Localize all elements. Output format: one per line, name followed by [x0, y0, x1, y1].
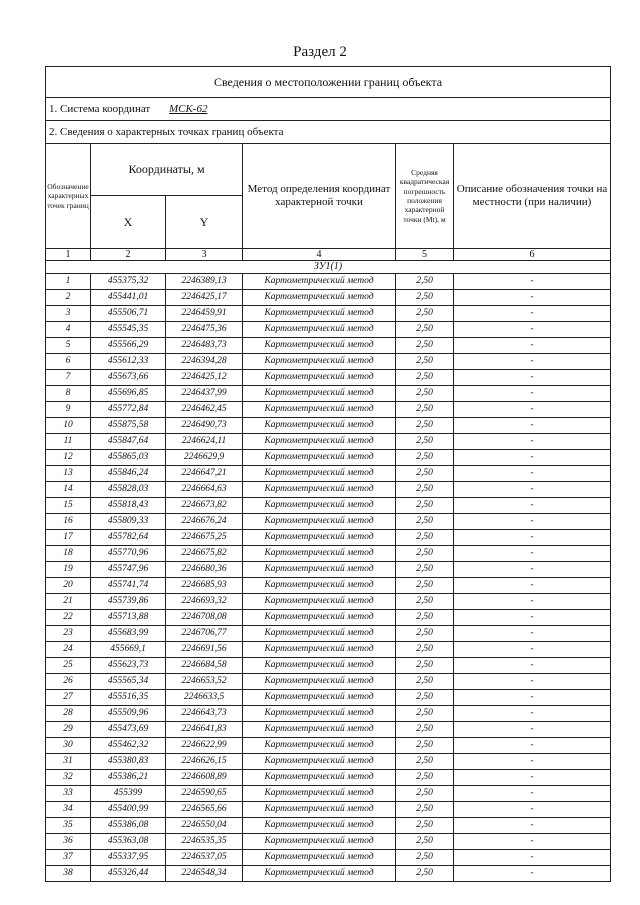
description-cell: - — [454, 498, 611, 514]
coord-y-cell: 2246483,73 — [166, 338, 243, 354]
method-cell: Картометрический метод — [243, 546, 396, 562]
coord-x-cell: 455363,08 — [91, 834, 166, 850]
coord-x-cell: 455386,21 — [91, 770, 166, 786]
description-cell: - — [454, 530, 611, 546]
point-number-cell: 10 — [46, 418, 91, 434]
accuracy-cell: 2,50 — [396, 434, 454, 450]
accuracy-cell: 2,50 — [396, 418, 454, 434]
coord-x-cell: 455545,35 — [91, 322, 166, 338]
coord-x-cell: 455696,85 — [91, 386, 166, 402]
table-row — [46, 594, 611, 610]
coord-system-cell — [46, 98, 611, 121]
coord-y-cell: 2246676,24 — [166, 514, 243, 530]
description-cell: - — [454, 626, 611, 642]
header-y: Y — [166, 196, 243, 249]
coord-x-cell: 455673,66 — [91, 370, 166, 386]
accuracy-cell: 2,50 — [396, 466, 454, 482]
coord-x-cell: 455375,32 — [91, 274, 166, 290]
point-number-cell: 21 — [46, 594, 91, 610]
coord-x-cell: 455565,34 — [91, 674, 166, 690]
table-row — [46, 786, 611, 802]
point-number-cell: 3 — [46, 306, 91, 322]
parcel-label: ЗУ1(1) — [46, 261, 611, 274]
accuracy-cell: 2,50 — [396, 578, 454, 594]
boundary-sheet — [45, 66, 610, 882]
coord-x-cell: 455462,32 — [91, 738, 166, 754]
table-row — [46, 770, 611, 786]
coord-x-cell: 455326,44 — [91, 866, 166, 882]
description-cell: - — [454, 754, 611, 770]
method-cell: Картометрический метод — [243, 434, 396, 450]
table-row — [46, 402, 611, 418]
coord-x-cell: 455399 — [91, 786, 166, 802]
accuracy-cell: 2,50 — [396, 322, 454, 338]
table-row — [46, 434, 611, 450]
coord-x-cell: 455741,74 — [91, 578, 166, 594]
coord-system-row — [46, 98, 611, 121]
description-cell: - — [454, 370, 611, 386]
accuracy-cell: 2,50 — [396, 498, 454, 514]
method-cell: Картометрический метод — [243, 594, 396, 610]
method-cell: Картометрический метод — [243, 386, 396, 402]
table-row — [46, 706, 611, 722]
accuracy-cell: 2,50 — [396, 754, 454, 770]
description-cell: - — [454, 594, 611, 610]
description-cell: - — [454, 818, 611, 834]
coord-x-cell: 455669,1 — [91, 642, 166, 658]
method-cell: Картометрический метод — [243, 754, 396, 770]
coord-y-cell: 2246633,5 — [166, 690, 243, 706]
coord-y-cell: 2246537,05 — [166, 850, 243, 866]
coord-x-cell: 455809,33 — [91, 514, 166, 530]
coord-y-cell: 2246673,82 — [166, 498, 243, 514]
table-row — [46, 738, 611, 754]
coord-x-cell: 455683,99 — [91, 626, 166, 642]
method-cell: Картометрический метод — [243, 290, 396, 306]
accuracy-cell: 2,50 — [396, 562, 454, 578]
description-cell: - — [454, 738, 611, 754]
section-title: Раздел 2 — [293, 44, 347, 60]
boundary-table-body — [46, 67, 611, 882]
method-cell: Картометрический метод — [243, 514, 396, 530]
method-cell: Картометрический метод — [243, 466, 396, 482]
points-heading: 2. Сведения о характерных точках границ объекта — [46, 121, 611, 144]
description-cell: - — [454, 338, 611, 354]
method-cell: Картометрический метод — [243, 450, 396, 466]
coord-y-cell: 2246459,91 — [166, 306, 243, 322]
accuracy-cell: 2,50 — [396, 770, 454, 786]
coord-x-cell: 455516,35 — [91, 690, 166, 706]
coord-y-cell: 2246535,35 — [166, 834, 243, 850]
coord-y-cell: 2246685,93 — [166, 578, 243, 594]
accuracy-cell: 2,50 — [396, 546, 454, 562]
point-number-cell: 14 — [46, 482, 91, 498]
coord-y-cell: 2246691,56 — [166, 642, 243, 658]
point-number-cell: 13 — [46, 466, 91, 482]
point-number-cell: 6 — [46, 354, 91, 370]
description-cell: - — [454, 290, 611, 306]
coord-y-cell: 2246647,21 — [166, 466, 243, 482]
coord-y-cell: 2246622,99 — [166, 738, 243, 754]
coord-x-cell: 455772,84 — [91, 402, 166, 418]
point-number-cell: 37 — [46, 850, 91, 866]
description-cell: - — [454, 834, 611, 850]
method-cell: Картометрический метод — [243, 354, 396, 370]
header-x: X — [91, 196, 166, 249]
point-number-cell: 23 — [46, 626, 91, 642]
table-row — [46, 498, 611, 514]
table-row — [46, 338, 611, 354]
coord-y-cell: 2246608,89 — [166, 770, 243, 786]
coord-y-cell: 2246565,66 — [166, 802, 243, 818]
coord-system-label: 1. Система координат — [49, 103, 151, 115]
description-cell: - — [454, 802, 611, 818]
method-cell: Картометрический метод — [243, 850, 396, 866]
coord-x-cell: 455441,01 — [91, 290, 166, 306]
method-cell: Картометрический метод — [243, 370, 396, 386]
coord-x-cell: 455386,08 — [91, 818, 166, 834]
banner-row — [46, 67, 611, 98]
point-number-cell: 27 — [46, 690, 91, 706]
table-row — [46, 642, 611, 658]
table-row — [46, 466, 611, 482]
coord-y-cell: 2246389,13 — [166, 274, 243, 290]
description-cell: - — [454, 610, 611, 626]
coord-x-cell: 455782,64 — [91, 530, 166, 546]
point-number-cell: 20 — [46, 578, 91, 594]
table-row — [46, 674, 611, 690]
description-cell: - — [454, 770, 611, 786]
accuracy-cell: 2,50 — [396, 626, 454, 642]
table-row — [46, 482, 611, 498]
point-number-cell: 19 — [46, 562, 91, 578]
accuracy-cell: 2,50 — [396, 530, 454, 546]
description-cell: - — [454, 482, 611, 498]
description-cell: - — [454, 722, 611, 738]
accuracy-cell: 2,50 — [396, 706, 454, 722]
table-row — [46, 418, 611, 434]
description-cell: - — [454, 418, 611, 434]
table-row — [46, 658, 611, 674]
coord-y-cell: 2246629,9 — [166, 450, 243, 466]
coord-x-cell: 455612,33 — [91, 354, 166, 370]
description-cell: - — [454, 578, 611, 594]
header-description: Описание обозначения точки на местности (при наличии) — [454, 144, 611, 249]
coord-x-cell: 455713,88 — [91, 610, 166, 626]
col-number-4: 4 — [243, 249, 396, 261]
accuracy-cell: 2,50 — [396, 850, 454, 866]
point-number-cell: 22 — [46, 610, 91, 626]
point-number-cell: 5 — [46, 338, 91, 354]
point-number-cell: 24 — [46, 642, 91, 658]
coord-y-cell: 2246626,15 — [166, 754, 243, 770]
coord-y-cell: 2246706,77 — [166, 626, 243, 642]
accuracy-cell: 2,50 — [396, 402, 454, 418]
points-heading-row — [46, 121, 611, 144]
accuracy-cell: 2,50 — [396, 802, 454, 818]
table-row — [46, 866, 611, 882]
parcel-row — [46, 261, 611, 274]
coord-y-cell: 2246394,28 — [166, 354, 243, 370]
column-numbers-row — [46, 249, 611, 261]
coord-y-cell: 2246425,12 — [166, 370, 243, 386]
point-number-cell: 25 — [46, 658, 91, 674]
description-cell: - — [454, 514, 611, 530]
point-number-cell: 12 — [46, 450, 91, 466]
point-number-cell: 15 — [46, 498, 91, 514]
method-cell: Картометрический метод — [243, 626, 396, 642]
description-cell: - — [454, 434, 611, 450]
table-row — [46, 546, 611, 562]
coord-y-cell: 2246437,99 — [166, 386, 243, 402]
header-row-1 — [46, 144, 611, 196]
accuracy-cell: 2,50 — [396, 306, 454, 322]
description-cell: - — [454, 450, 611, 466]
point-number-cell: 16 — [46, 514, 91, 530]
table-row — [46, 354, 611, 370]
coord-x-cell: 455509,96 — [91, 706, 166, 722]
point-number-cell: 18 — [46, 546, 91, 562]
description-cell: - — [454, 546, 611, 562]
accuracy-cell: 2,50 — [396, 338, 454, 354]
coord-y-cell: 2246624,11 — [166, 434, 243, 450]
boundary-table — [45, 66, 611, 882]
coord-x-cell: 455770,96 — [91, 546, 166, 562]
table-row — [46, 370, 611, 386]
point-number-cell: 29 — [46, 722, 91, 738]
coord-x-cell: 455747,96 — [91, 562, 166, 578]
description-cell: - — [454, 306, 611, 322]
description-cell: - — [454, 322, 611, 338]
point-number-cell: 11 — [46, 434, 91, 450]
method-cell: Картометрический метод — [243, 818, 396, 834]
coord-y-cell: 2246475,36 — [166, 322, 243, 338]
coord-x-cell: 455847,64 — [91, 434, 166, 450]
accuracy-cell: 2,50 — [396, 818, 454, 834]
accuracy-cell: 2,50 — [396, 386, 454, 402]
method-cell: Картометрический метод — [243, 658, 396, 674]
banner-title: Сведения о местоположении границ объекта — [46, 67, 611, 98]
coord-y-cell: 2246675,82 — [166, 546, 243, 562]
point-number-cell: 9 — [46, 402, 91, 418]
method-cell: Картометрический метод — [243, 498, 396, 514]
method-cell: Картометрический метод — [243, 834, 396, 850]
header-method: Метод определения координат характерной точки — [243, 144, 396, 249]
coord-y-cell: 2246664,63 — [166, 482, 243, 498]
method-cell: Картометрический метод — [243, 578, 396, 594]
point-number-cell: 31 — [46, 754, 91, 770]
accuracy-cell: 2,50 — [396, 738, 454, 754]
method-cell: Картометрический метод — [243, 418, 396, 434]
description-cell: - — [454, 866, 611, 882]
method-cell: Картометрический метод — [243, 690, 396, 706]
method-cell: Картометрический метод — [243, 482, 396, 498]
accuracy-cell: 2,50 — [396, 658, 454, 674]
point-number-cell: 35 — [46, 818, 91, 834]
description-cell: - — [454, 402, 611, 418]
coord-y-cell: 2246643,73 — [166, 706, 243, 722]
coord-y-cell: 2246684,58 — [166, 658, 243, 674]
table-row — [46, 322, 611, 338]
coord-x-cell: 455865,03 — [91, 450, 166, 466]
coord-x-cell: 455739,86 — [91, 594, 166, 610]
accuracy-cell: 2,50 — [396, 674, 454, 690]
coord-y-cell: 2246680,36 — [166, 562, 243, 578]
description-cell: - — [454, 354, 611, 370]
point-number-cell: 38 — [46, 866, 91, 882]
method-cell: Картометрический метод — [243, 722, 396, 738]
method-cell: Картометрический метод — [243, 322, 396, 338]
coord-x-cell: 455818,43 — [91, 498, 166, 514]
table-row — [46, 514, 611, 530]
method-cell: Картометрический метод — [243, 770, 396, 786]
accuracy-cell: 2,50 — [396, 642, 454, 658]
description-cell: - — [454, 386, 611, 402]
col-number-3: 3 — [166, 249, 243, 261]
coord-system-value: МСК-62 — [168, 103, 208, 115]
point-number-cell: 7 — [46, 370, 91, 386]
coord-y-cell: 2246490,73 — [166, 418, 243, 434]
coord-y-cell: 2246675,25 — [166, 530, 243, 546]
method-cell: Картометрический метод — [243, 274, 396, 290]
point-number-cell: 34 — [46, 802, 91, 818]
point-number-cell: 2 — [46, 290, 91, 306]
description-cell: - — [454, 658, 611, 674]
point-number-cell: 28 — [46, 706, 91, 722]
table-row — [46, 450, 611, 466]
coord-x-cell: 455875,58 — [91, 418, 166, 434]
method-cell: Картометрический метод — [243, 402, 396, 418]
method-cell: Картометрический метод — [243, 866, 396, 882]
accuracy-cell: 2,50 — [396, 354, 454, 370]
point-number-cell: 4 — [46, 322, 91, 338]
method-cell: Картометрический метод — [243, 706, 396, 722]
coord-x-cell: 455566,29 — [91, 338, 166, 354]
accuracy-cell: 2,50 — [396, 690, 454, 706]
coord-x-cell: 455400,99 — [91, 802, 166, 818]
table-row — [46, 722, 611, 738]
coord-x-cell: 455846,24 — [91, 466, 166, 482]
point-number-cell: 33 — [46, 786, 91, 802]
description-cell: - — [454, 274, 611, 290]
table-row — [46, 306, 611, 322]
point-number-cell: 26 — [46, 674, 91, 690]
description-cell: - — [454, 786, 611, 802]
description-cell: - — [454, 674, 611, 690]
accuracy-cell: 2,50 — [396, 866, 454, 882]
accuracy-cell: 2,50 — [396, 514, 454, 530]
accuracy-cell: 2,50 — [396, 274, 454, 290]
coord-y-cell: 2246708,08 — [166, 610, 243, 626]
description-cell: - — [454, 562, 611, 578]
table-row — [46, 754, 611, 770]
method-cell: Картометрический метод — [243, 738, 396, 754]
method-cell: Картометрический метод — [243, 802, 396, 818]
coord-y-cell: 2246550,04 — [166, 818, 243, 834]
coord-x-cell: 455380,83 — [91, 754, 166, 770]
method-cell: Картометрический метод — [243, 338, 396, 354]
method-cell: Картометрический метод — [243, 530, 396, 546]
description-cell: - — [454, 466, 611, 482]
coord-x-cell: 455473,69 — [91, 722, 166, 738]
point-number-cell: 30 — [46, 738, 91, 754]
description-cell: - — [454, 690, 611, 706]
col-number-2: 2 — [91, 249, 166, 261]
table-row — [46, 802, 611, 818]
accuracy-cell: 2,50 — [396, 370, 454, 386]
method-cell: Картометрический метод — [243, 306, 396, 322]
point-number-cell: 32 — [46, 770, 91, 786]
coord-y-cell: 2246462,45 — [166, 402, 243, 418]
table-row — [46, 610, 611, 626]
table-row — [46, 530, 611, 546]
table-row — [46, 562, 611, 578]
accuracy-cell: 2,50 — [396, 290, 454, 306]
method-cell: Картометрический метод — [243, 610, 396, 626]
accuracy-cell: 2,50 — [396, 786, 454, 802]
col-number-1: 1 — [46, 249, 91, 261]
accuracy-cell: 2,50 — [396, 834, 454, 850]
table-row — [46, 290, 611, 306]
description-cell: - — [454, 642, 611, 658]
point-number-cell: 17 — [46, 530, 91, 546]
coord-x-cell: 455337,95 — [91, 850, 166, 866]
description-cell: - — [454, 706, 611, 722]
coord-y-cell: 2246693,32 — [166, 594, 243, 610]
table-row — [46, 818, 611, 834]
col-number-6: 6 — [454, 249, 611, 261]
accuracy-cell: 2,50 — [396, 482, 454, 498]
col-number-5: 5 — [396, 249, 454, 261]
table-row — [46, 850, 611, 866]
table-row — [46, 274, 611, 290]
header-coordinates: Координаты, м — [91, 144, 243, 196]
header-accuracy: Средняя квадратическая погрешность положения характерной точки (Mt), м — [396, 144, 454, 249]
method-cell: Картометрический метод — [243, 674, 396, 690]
method-cell: Картометрический метод — [243, 642, 396, 658]
accuracy-cell: 2,50 — [396, 450, 454, 466]
table-row — [46, 690, 611, 706]
coord-x-cell: 455506,71 — [91, 306, 166, 322]
point-number-cell: 36 — [46, 834, 91, 850]
method-cell: Картометрический метод — [243, 786, 396, 802]
method-cell: Картометрический метод — [243, 562, 396, 578]
coord-y-cell: 2246590,65 — [166, 786, 243, 802]
accuracy-cell: 2,50 — [396, 610, 454, 626]
header-point-designation: Обозначение характерных точек границ — [46, 144, 91, 249]
coord-x-cell: 455828,03 — [91, 482, 166, 498]
table-row — [46, 834, 611, 850]
coord-y-cell: 2246653,52 — [166, 674, 243, 690]
description-cell: - — [454, 850, 611, 866]
accuracy-cell: 2,50 — [396, 722, 454, 738]
coord-y-cell: 2246641,83 — [166, 722, 243, 738]
point-number-cell: 8 — [46, 386, 91, 402]
table-row — [46, 626, 611, 642]
point-number-cell: 1 — [46, 274, 91, 290]
coord-y-cell: 2246425,17 — [166, 290, 243, 306]
coord-y-cell: 2246548,34 — [166, 866, 243, 882]
accuracy-cell: 2,50 — [396, 594, 454, 610]
table-row — [46, 386, 611, 402]
coord-x-cell: 455623,73 — [91, 658, 166, 674]
table-row — [46, 578, 611, 594]
